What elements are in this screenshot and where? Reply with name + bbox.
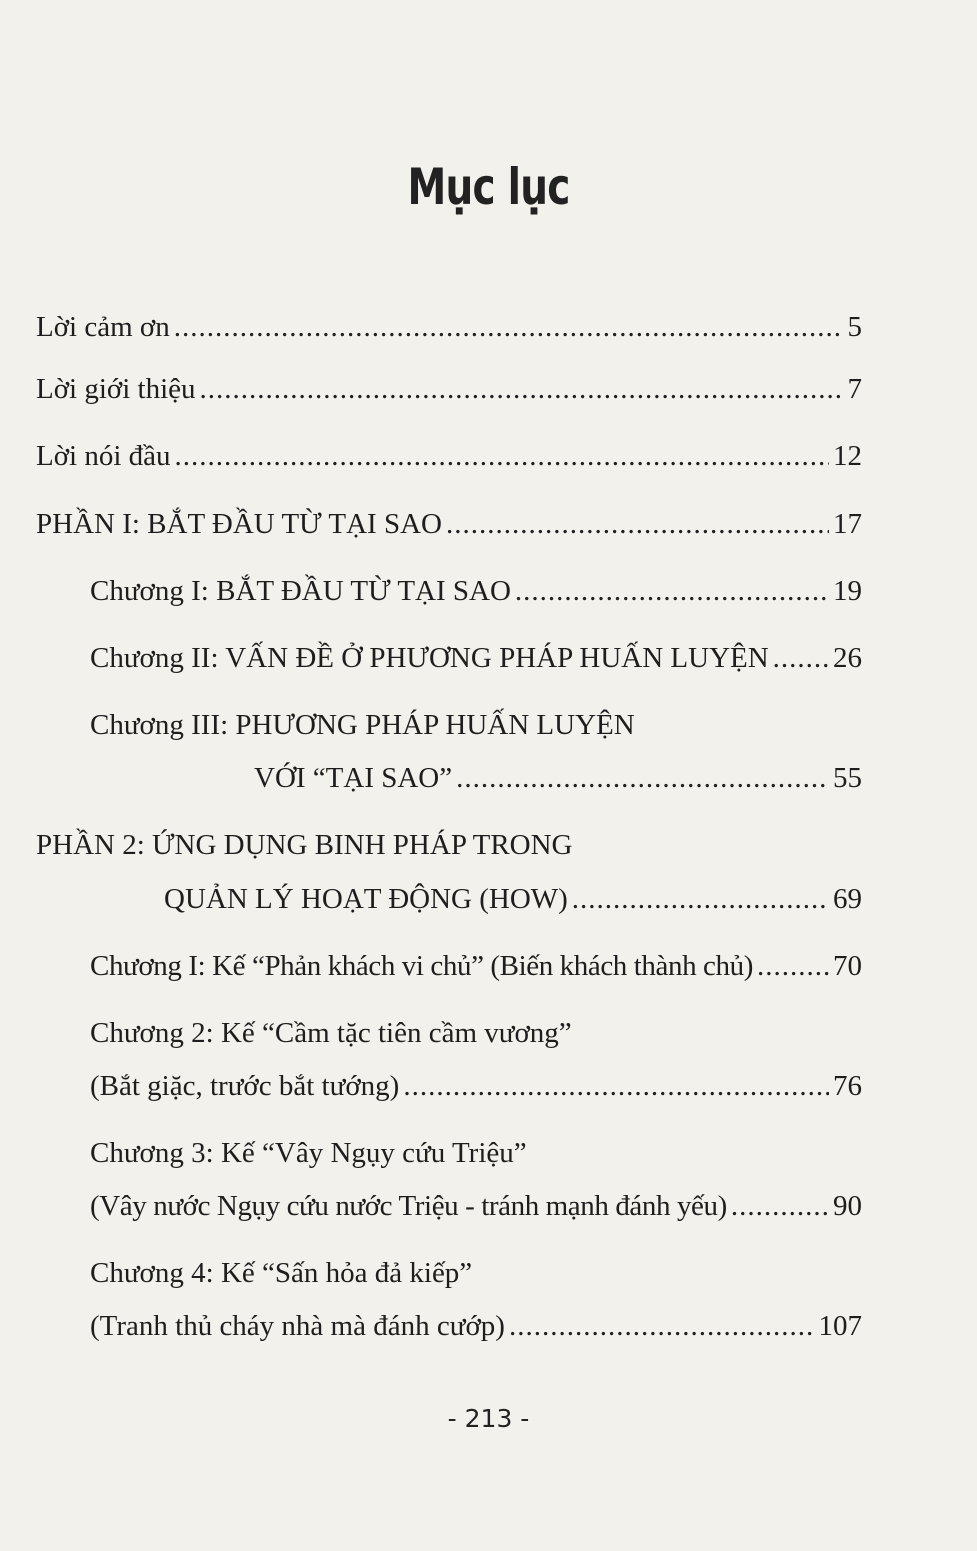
toc-entry xyxy=(90,571,862,611)
page-title: Mục lục xyxy=(407,158,570,216)
toc-entry-label-line1: PHẦN 2: ỨNG DỤNG BINH PHÁP TRONG xyxy=(36,829,573,861)
toc-entry-page: 90 xyxy=(833,1190,862,1222)
toc-entry xyxy=(90,946,862,986)
toc-entry-label: Chương I: Kế “Phản khách vi chủ” (Biến khách thành chủ) xyxy=(90,950,753,982)
toc-entry xyxy=(164,879,862,919)
toc-entry-label: PHẦN I: BẮT ĐẦU TỪ TẠI SAO xyxy=(36,508,442,540)
dot-leader xyxy=(175,436,829,476)
toc-entry-page: 76 xyxy=(833,1070,862,1102)
dot-leader xyxy=(446,504,829,544)
toc-entry-label: QUẢN LÝ HOẠT ĐỘNG (HOW) xyxy=(164,883,568,915)
dot-leader xyxy=(757,946,829,986)
dot-leader xyxy=(773,638,829,678)
toc-entry-label: Lời cảm ơn xyxy=(36,311,170,343)
toc-entry-label: Lời nói đầu xyxy=(36,440,171,472)
toc-entry xyxy=(90,638,862,678)
toc-entry-page: 5 xyxy=(847,311,862,343)
toc-entry xyxy=(90,1306,862,1346)
dot-leader xyxy=(174,307,844,347)
toc-entry xyxy=(254,758,862,798)
toc-entry-page: 12 xyxy=(833,440,862,472)
toc-entry-page: 26 xyxy=(833,642,862,674)
toc-entry-label-line1: Chương 3: Kế “Vây Ngụy cứu Triệu” xyxy=(90,1137,527,1169)
toc-entry-label-line1: Chương III: PHƯƠNG PHÁP HUẤN LUYỆN xyxy=(90,709,635,741)
toc-entry-page: 69 xyxy=(833,883,862,915)
toc-entry xyxy=(36,436,862,476)
dot-leader xyxy=(456,758,829,798)
toc-entry-page: 19 xyxy=(833,575,862,607)
toc-entry-label-line1: Chương 4: Kế “Sấn hỏa đả kiếp” xyxy=(90,1257,473,1289)
toc-entry-label: Chương I: BẮT ĐẦU TỪ TẠI SAO xyxy=(90,575,511,607)
toc-entry-page: 70 xyxy=(833,950,862,982)
dot-leader xyxy=(403,1066,829,1106)
toc-entry-label: VỚI “TẠI SAO” xyxy=(254,762,453,794)
toc-entry-label: (Tranh thủ cháy nhà mà đánh cướp) xyxy=(90,1310,505,1342)
dot-leader xyxy=(731,1186,829,1226)
toc-entry xyxy=(36,307,862,347)
toc-entry-label: Lời giới thiệu xyxy=(36,373,196,405)
toc-entry xyxy=(36,369,862,409)
dot-leader xyxy=(515,571,829,611)
toc-entry xyxy=(90,1186,862,1226)
toc-entry-page: 55 xyxy=(833,762,862,794)
toc-entry-label: Chương II: VẤN ĐỀ Ở PHƯƠNG PHÁP HUẤN LUYỆN xyxy=(90,642,769,674)
toc-entry xyxy=(90,1066,862,1106)
page-number: - 213 - xyxy=(447,1404,530,1433)
toc-entry-label-line1: Chương 2: Kế “Cầm tặc tiên cầm vương” xyxy=(90,1017,572,1049)
toc-entry-label: (Bắt giặc, trước bắt tướng) xyxy=(90,1070,400,1102)
dot-leader xyxy=(509,1306,815,1346)
toc-entry-page: 17 xyxy=(833,508,862,540)
toc-entry-label: (Vây nước Ngụy cứu nước Triệu - tránh mạnh đánh yếu) xyxy=(90,1190,727,1222)
dot-leader xyxy=(572,879,829,919)
dot-leader xyxy=(200,369,844,409)
toc-entry xyxy=(36,504,862,544)
toc-entry-page: 7 xyxy=(847,373,862,405)
toc-entry-page: 107 xyxy=(818,1310,862,1342)
